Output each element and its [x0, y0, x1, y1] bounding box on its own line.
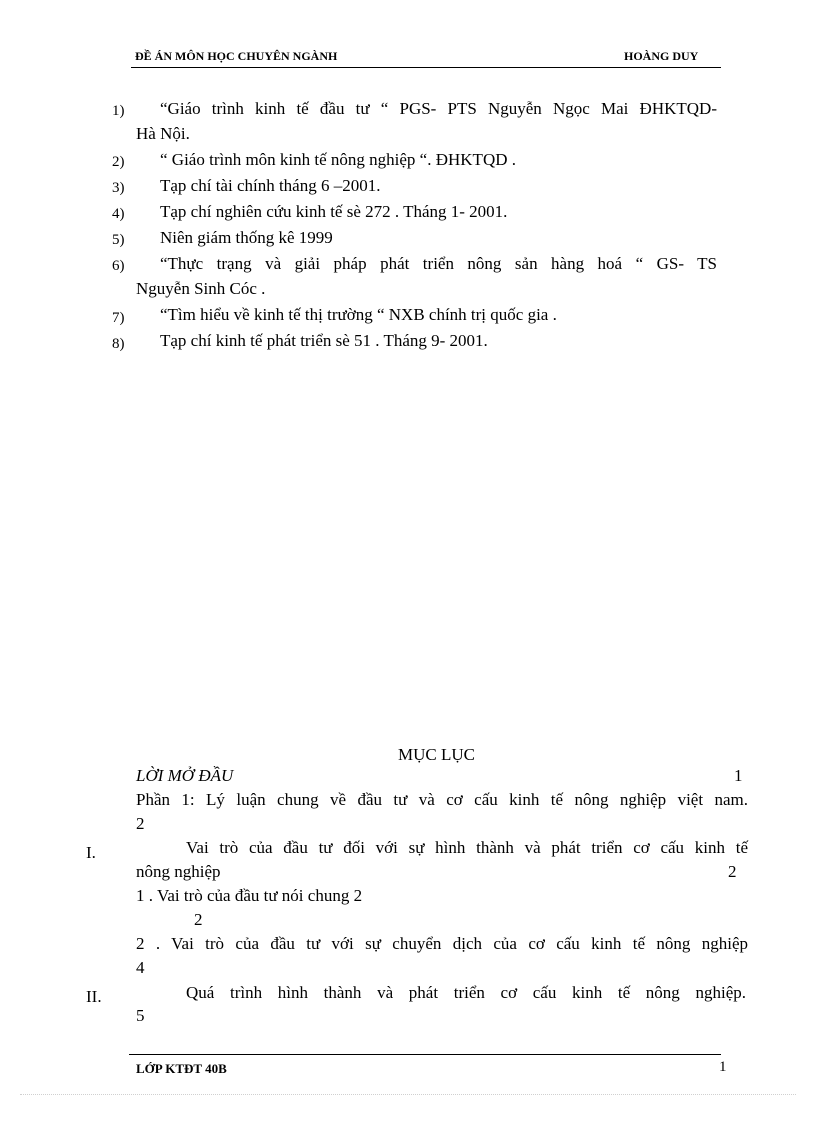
reference-text: “Giáo trình kinh tế đầu tư “ PGS- PTS Nguyễn Ngọc Mai ĐHKTQD-	[160, 99, 717, 118]
header-right: HOÀNG DUY	[624, 49, 699, 63]
reference-text: “ Giáo trình môn kinh tế nông nghiệp “. ĐHKTQD .	[160, 150, 516, 169]
toc-intro-label: LỜI MỞ ĐẦU	[136, 766, 234, 785]
reference-text: “Tìm hiểu về kinh tế thị trường “ NXB chính trị quốc gia .	[160, 305, 557, 324]
reference-number: 7)	[112, 310, 125, 326]
toc-item1-page: 2	[194, 910, 203, 929]
footer-rule	[129, 1054, 721, 1055]
reference-text: Tạp chí kinh tế phát triển sè 51 . Tháng 9- 2001.	[160, 331, 488, 350]
toc-section2-page: 5	[136, 1006, 145, 1025]
reference-number: 5)	[112, 232, 125, 248]
reference-number: 2)	[112, 154, 125, 170]
toc-part1-page: 2	[136, 814, 145, 833]
reference-text: Tạp chí nghiên cứu kinh tế sè 272 . Tháng 1- 2001.	[160, 202, 508, 221]
reference-number: 6)	[112, 258, 125, 274]
reference-number: 8)	[112, 336, 125, 352]
toc-intro-page: 1	[734, 766, 743, 785]
toc-section1-line: Vai trò của đầu tư đối với sự hình thành và phát triển cơ cấu kinh tế	[186, 838, 748, 857]
toc-section1-line-cont: nông nghiệp	[136, 862, 221, 881]
reference-number: 1)	[112, 103, 125, 119]
toc-section1-numeral: I.	[86, 843, 96, 862]
reference-text-cont: Hà Nội.	[136, 124, 190, 143]
page-number: 1	[719, 1059, 727, 1075]
reference-text-cont: Nguyễn Sinh Cóc .	[136, 279, 266, 298]
toc-section2-line: Quá trình hình thành và phát triển cơ cấu kinh tế nông nghiệp.	[186, 983, 746, 1002]
reference-number: 3)	[112, 180, 125, 196]
toc-item2-page: 4	[136, 958, 145, 977]
toc-part1-line: Phần 1: Lý luận chung về đầu tư và cơ cấu kinh tế nông nghiệp việt nam.	[136, 790, 748, 809]
header-left: ĐỀ ÁN MÔN HỌC CHUYÊN NGÀNH	[135, 49, 338, 63]
reference-text: Niên giám thống kê 1999	[160, 228, 333, 247]
reference-text: Tạp chí tài chính tháng 6 –2001.	[160, 176, 381, 195]
toc-item1-text: 1 . Vai trò của đầu tư nói chung 2	[136, 886, 363, 905]
toc-section1-page: 2	[728, 862, 737, 881]
reference-text: “Thực trạng và giải pháp phát triển nông sản hàng hoá “ GS- TS	[160, 254, 717, 273]
reference-number: 4)	[112, 206, 125, 222]
page-edge-divider	[20, 1094, 796, 1095]
toc-title: MỤC LỤC	[398, 745, 475, 764]
header-rule	[131, 67, 721, 68]
footer-left: LỚP KTĐT 40B	[136, 1061, 227, 1076]
toc-item2-line: 2 . Vai trò của đầu tư với sự chuyển dịch của cơ cấu kinh tế nông nghiệp	[136, 934, 748, 953]
toc-section2-numeral: II.	[86, 987, 102, 1006]
